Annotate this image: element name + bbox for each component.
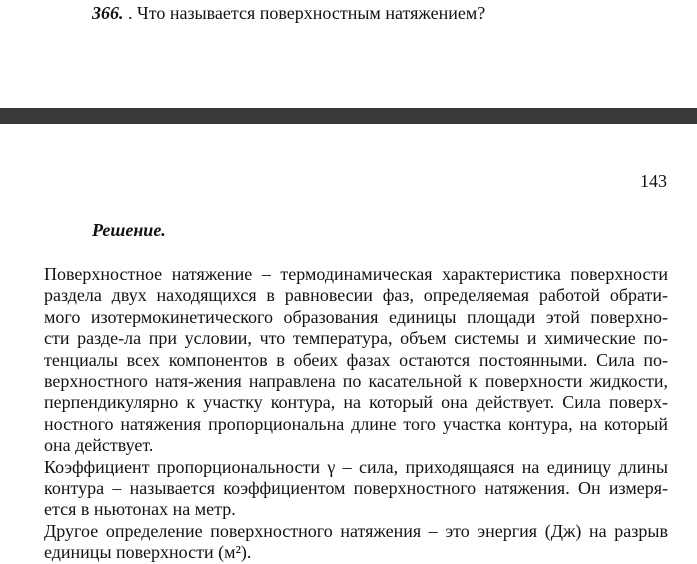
body-line: контура – называется коэффициентом поверхностного натяжения. Он измеря- bbox=[44, 478, 668, 499]
solution-body bbox=[44, 264, 668, 564]
problem-number: 366. bbox=[92, 3, 124, 23]
body-line: верхностного натя-жения направлена по касательной к поверхности жидкости, bbox=[44, 371, 668, 392]
problem-text: . Что называется поверхностным натяжением? bbox=[128, 3, 486, 23]
body-line: мого изотермокинетического образования единицы площади этой поверхно- bbox=[44, 306, 668, 327]
body-line: раздела двух находящихся в равновесии фаз, определяемая работой обрати- bbox=[44, 285, 668, 306]
solution-heading: Решение. bbox=[92, 220, 166, 240]
page-divider bbox=[0, 108, 697, 124]
body-line: единицы поверхности (м²). bbox=[44, 542, 252, 563]
problem-statement bbox=[92, 2, 485, 24]
body-line: сти разде-ла при условии, что температура, объем системы и химические по- bbox=[44, 328, 668, 349]
body-line: Другое определение поверхностного натяжения – это энергия (Дж) на разрыв bbox=[44, 520, 668, 541]
body-line: она действует. bbox=[44, 435, 154, 456]
page-number: 143 bbox=[640, 171, 667, 191]
body-line: Коэффициент пропорциональности γ – сила, приходящаяся на единицу длины bbox=[44, 456, 668, 477]
body-line: тенциалы всех компонентов в обеих фазах остаются постоянными. Сила по- bbox=[44, 349, 668, 370]
body-line: перпендикулярно к участку контура, на который она действует. Сила поверх- bbox=[44, 392, 668, 413]
body-line: ется в ньютонах на метр. bbox=[44, 499, 236, 520]
body-line: ностного натяжения пропорциональна длине того участка контура, на который bbox=[44, 413, 668, 434]
body-line: Поверхностное натяжение – термодинамическая характеристика поверхности bbox=[44, 264, 668, 284]
